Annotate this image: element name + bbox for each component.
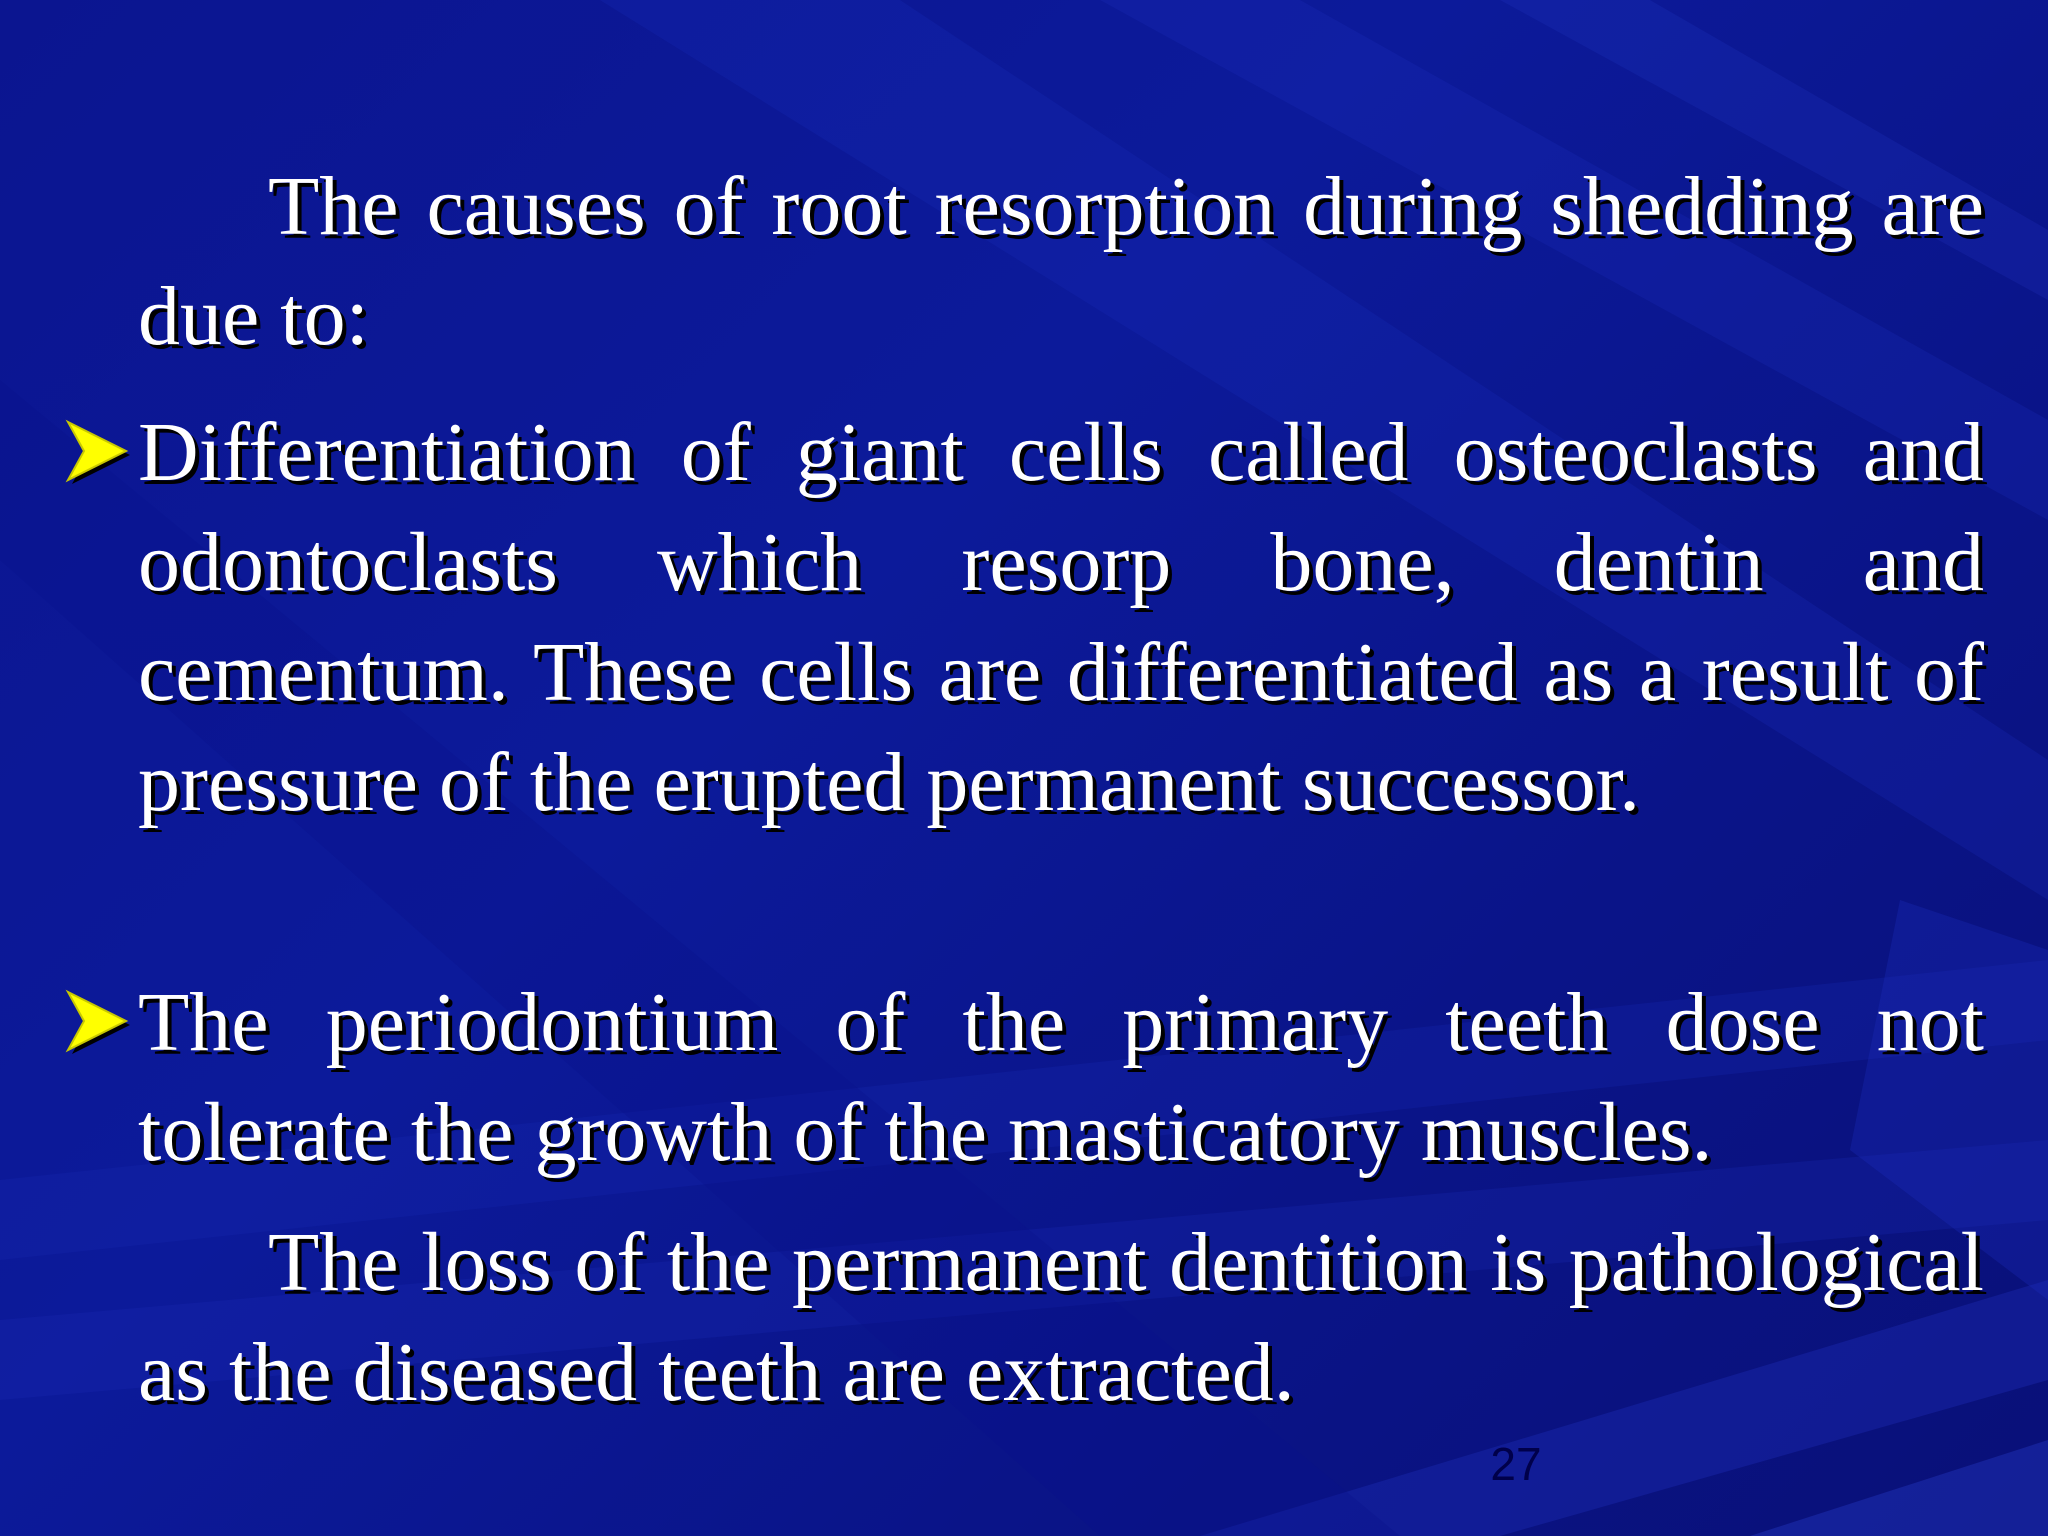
bullet-text-osteoclasts: Differentiation of giant cells called osteoclasts and odontoclasts which resorp bone, dentin and cementum. These cells are differentiated as a result of pressure of the erupted permanent successor. [138,406,1984,829]
intro-text: The causes of root resorption during shedding are due to: [138,160,1984,363]
closing-text: The loss of the permanent dentition is pathological as the diseased teeth are extracted. [138,1216,1984,1419]
page-number: 27 [1490,1438,1542,1490]
bullet-text-periodontium: The periodontium of the primary teeth dose not tolerate the growth of the masticatory muscles. [138,976,1984,1179]
arrowhead-bullet-icon [62,986,132,1056]
arrowhead-bullet-icon [62,416,132,486]
